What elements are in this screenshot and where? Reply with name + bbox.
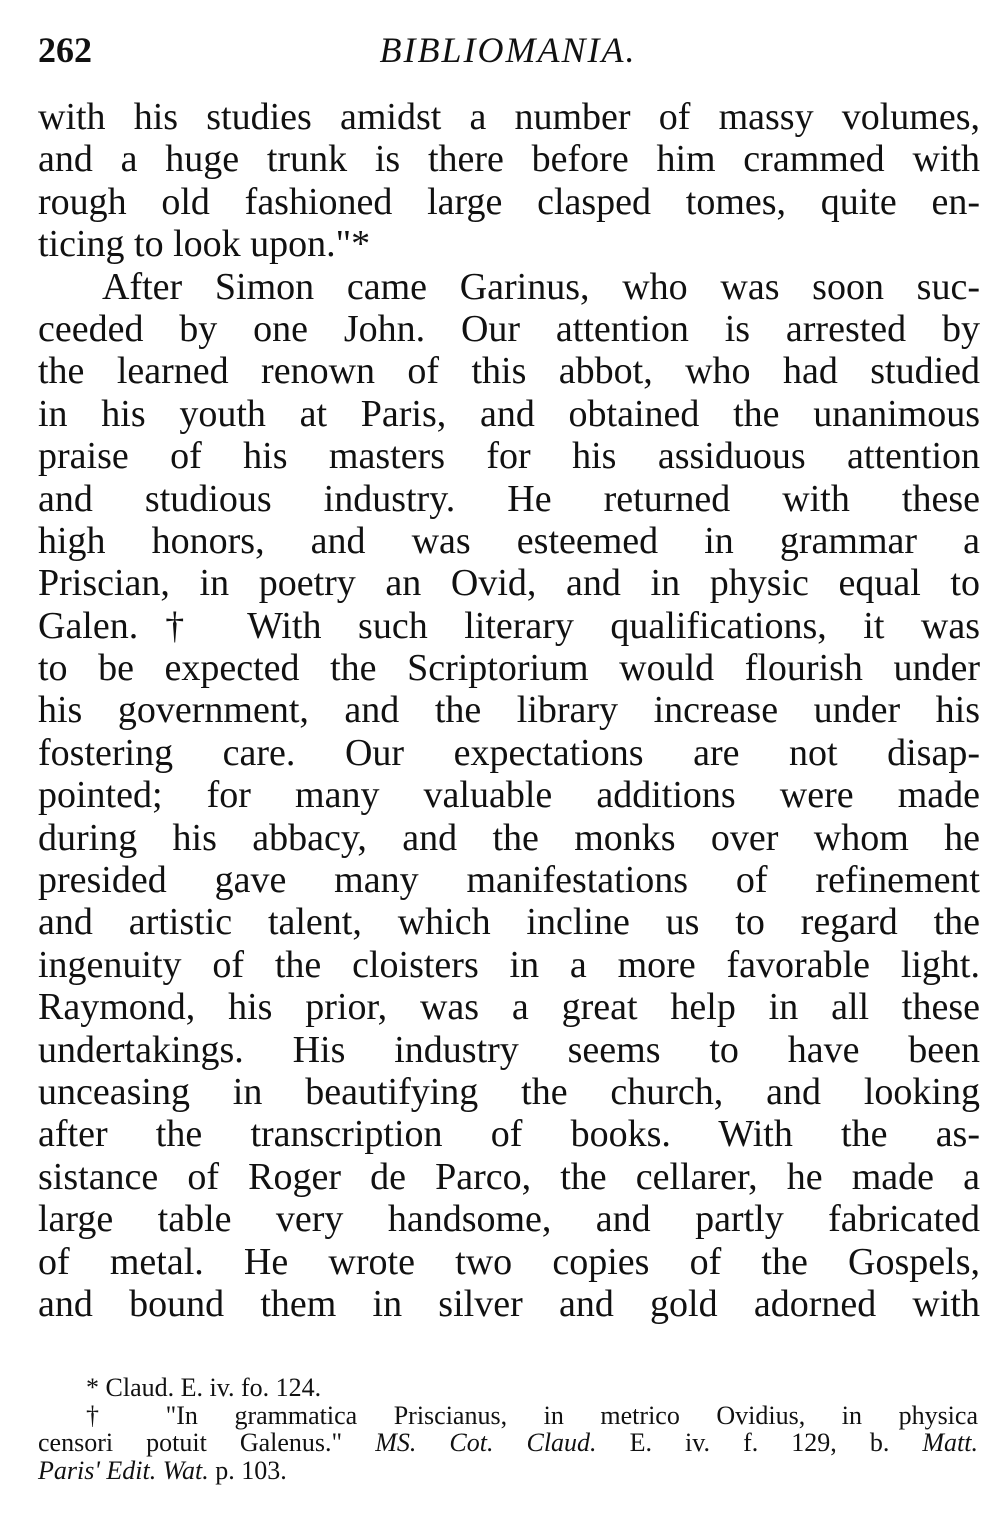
running-head: BIBLIOMANIA. [379,30,637,70]
footnote-text: p. 103. [208,1455,287,1485]
footnote-text: E. iv. f. 129, b. [596,1428,923,1457]
text-line: in his youth at Paris, and obtained the unanimous [38,392,980,435]
text-line: the learned renown of this abbot, who had studied [38,350,980,393]
text-line: sistance of Roger de Parco, the cellarer, he made a [38,1155,980,1198]
footnote-citation: Paris' Edit. Wat. [38,1455,209,1485]
text-line: After Simon came Garinus, who was soon suc- [102,265,980,308]
text-line: high honors, and was esteemed in grammar a [38,519,980,562]
text-line: during his abbacy, and the monks over whom he [38,816,980,859]
footnotes [38,1374,978,1484]
text-line: after the transcription of books. With the as- [38,1113,980,1156]
text-line: with his studies amidst a number of massy volumes, [38,96,980,138]
text-line: presided gave many manifestations of refinement [38,859,980,902]
text-line: fostering care. Our expectations are not disap- [38,731,980,774]
footnote-2-line-3 [38,1457,978,1485]
body-text [38,96,980,1325]
footnote-citation: Matt. [922,1428,978,1457]
text-line: ingenuity of the cloisters in a more favorable light. [38,943,980,986]
text-line: praise of his masters for his assiduous attention [38,435,980,478]
footnote-citation: MS. Cot. Claud. [375,1428,597,1457]
text-line: pointed; for many valuable additions were made [38,774,980,817]
text-line: and bound them in silver and gold adorned with [38,1282,980,1325]
text-line: to be expected the Scriptorium would flourish under [38,647,980,690]
footnote-text: censori potuit Galenus." [38,1428,376,1457]
text-line: and studious industry. He returned with these [38,477,980,520]
text-line: Priscian, in poetry an Ovid, and in physic equal to [38,562,980,605]
page-header [38,28,978,72]
text-line: Galen.† With such literary qualifications, it was [38,604,980,647]
text-line: undertakings. His industry seems to have been [38,1028,980,1071]
text-line: unceasing in beautifying the church, and looking [38,1070,980,1113]
text-line: and artistic talent, which incline us to regard the [38,901,980,944]
footnote-2-line-1: † "In grammatica Priscianus, in metrico Ovidius, in physica [86,1400,978,1430]
page-number: 262 [38,30,92,70]
footnote-2-line-2 [38,1429,978,1457]
text-line: of metal. He wrote two copies of the Gospels, [38,1240,980,1283]
text-line: his government, and the library increase under his [38,689,980,732]
text-line: and a huge trunk is there before him crammed with [38,138,980,181]
text-line: Raymond, his prior, was a great help in all these [38,986,980,1029]
text-line: ceeded by one John. Our attention is arrested by [38,307,980,350]
footnote-1: * Claud. E. iv. fo. 124. [86,1373,322,1402]
text-line: large table very handsome, and partly fabricated [38,1198,980,1241]
text-line: rough old fashioned large clasped tomes, quite en- [38,180,980,223]
text-line: ticing to look upon."* [38,223,371,266]
